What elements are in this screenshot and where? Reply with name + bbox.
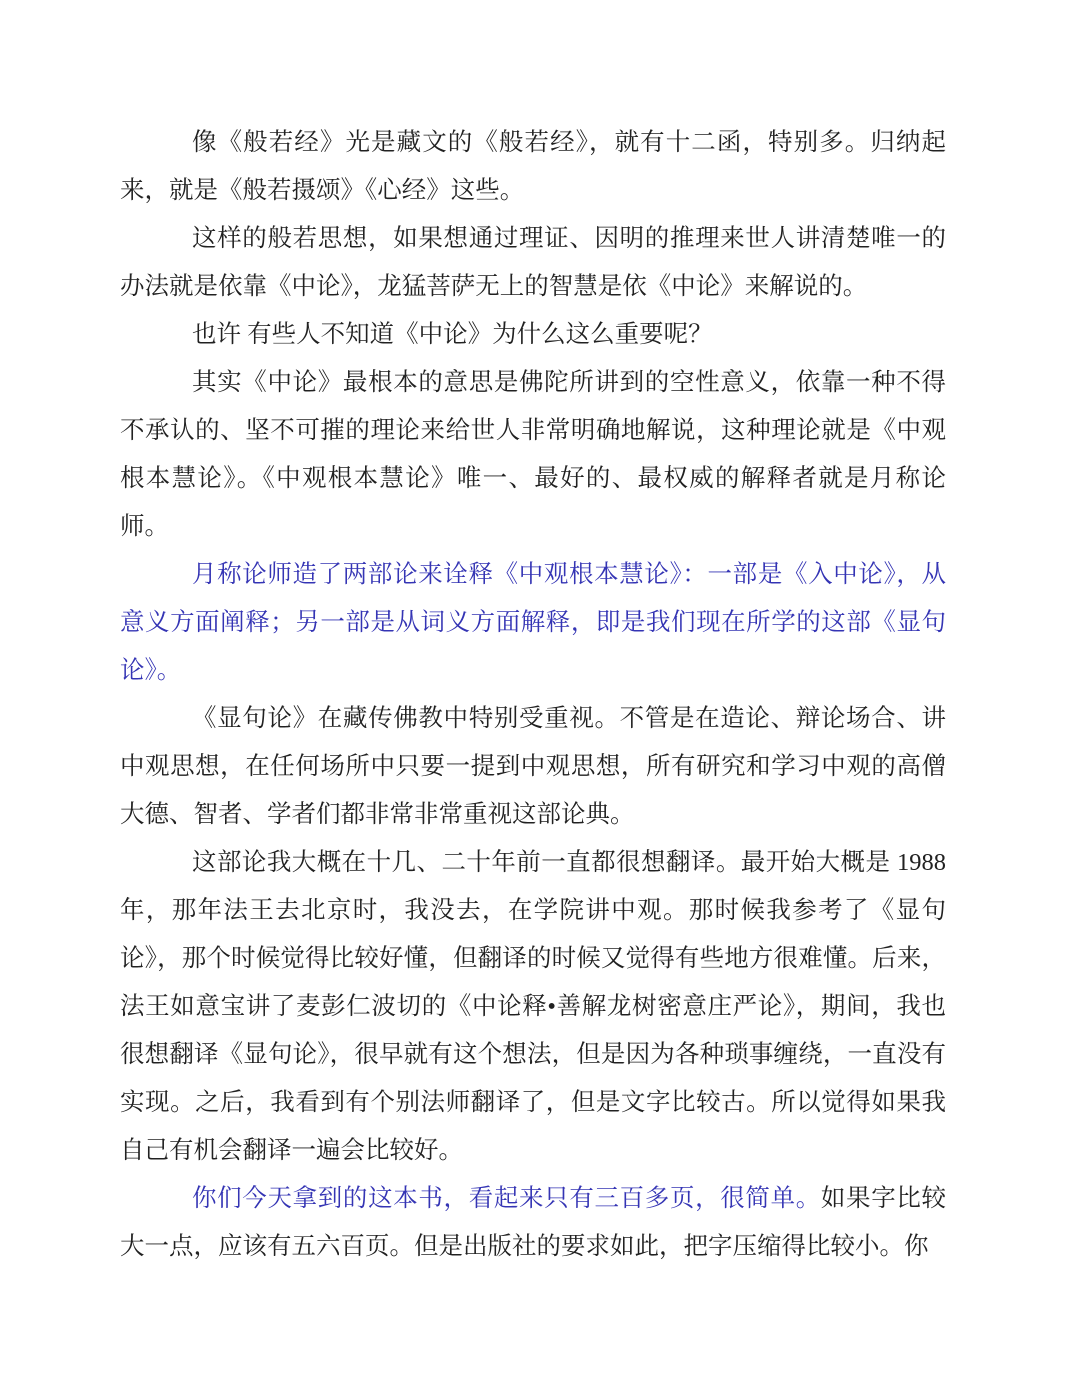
text-segment: 如果字比较大一点，应该有五六百页。但是出版社的要求如此，把字压缩得比较小。你 — [120, 1185, 947, 1260]
text-segment: 《显句论》在藏传佛教中特别受重视。不管是在造论、辩论场合、讲中观思想，在任何场所中只要一提到中观思想，所有研究和学习中观的高僧大德、智者、学者们都非常非常重视这部论典。 — [120, 705, 946, 828]
paragraph — [120, 839, 946, 1175]
document-text-block — [120, 119, 946, 1271]
paragraph — [120, 215, 946, 311]
paragraph — [120, 359, 946, 551]
paragraph — [120, 119, 946, 215]
paragraph — [120, 551, 946, 695]
paragraph — [120, 311, 946, 359]
text-segment: 这样的般若思想，如果想通过理证、因明的推理来世人讲清楚唯一的办法就是依靠《中论》，龙猛菩萨无上的智慧是依《中论》来解说的。 — [120, 225, 946, 300]
text-segment: 其实《中论》最根本的意思是佛陀所讲到的空性意义，依靠一种不得不承认的、坚不可摧的理论来给世人非常明确地解说，这种理论就是《中观根本慧论》。《中观根本慧论》唯一、最好的、最权威的解释者就是月称论师。 — [120, 369, 946, 540]
text-segment: 也许 有些人不知道《中论》为什么这么重要呢？ — [192, 321, 713, 348]
highlighted-text-segment: 你们今天拿到的这本书，看起来只有三百多页，很简单。 — [192, 1185, 821, 1212]
paragraph — [120, 695, 946, 839]
highlighted-text-segment: 月称论师造了两部论来诠释《中观根本慧论》：一部是《入中论》，从意义方面阐释；另一部是从词义方面解释，即是我们现在所学的这部《显句论》。 — [120, 561, 946, 684]
text-segment: 像《般若经》光是藏文的《般若经》，就有十二函，特别多。归纳起来，就是《般若摄颂》《心经》这些。 — [120, 129, 946, 204]
text-segment: 这部论我大概在十几、二十年前一直都很想翻译。最开始大概是 1988 年，那年法王去北京时，我没去，在学院讲中观。那时候我参考了《显句论》，那个时候觉得比较好懂，但翻译的时候又觉得有些地方很难懂。后来，法王如意宝讲了麦彭仁波切的《中论释•善解龙树密意庄严论》，期间，我也很想翻译《显句论》，很早就有这个想法，但是因为各种琐事缠绕，一直没有实现。之后，我看到有个别法师翻译了，但是文字比较古。所以觉得如果我自己有机会翻译一遍会比较好。 — [120, 849, 946, 1164]
paragraph — [120, 1175, 946, 1271]
